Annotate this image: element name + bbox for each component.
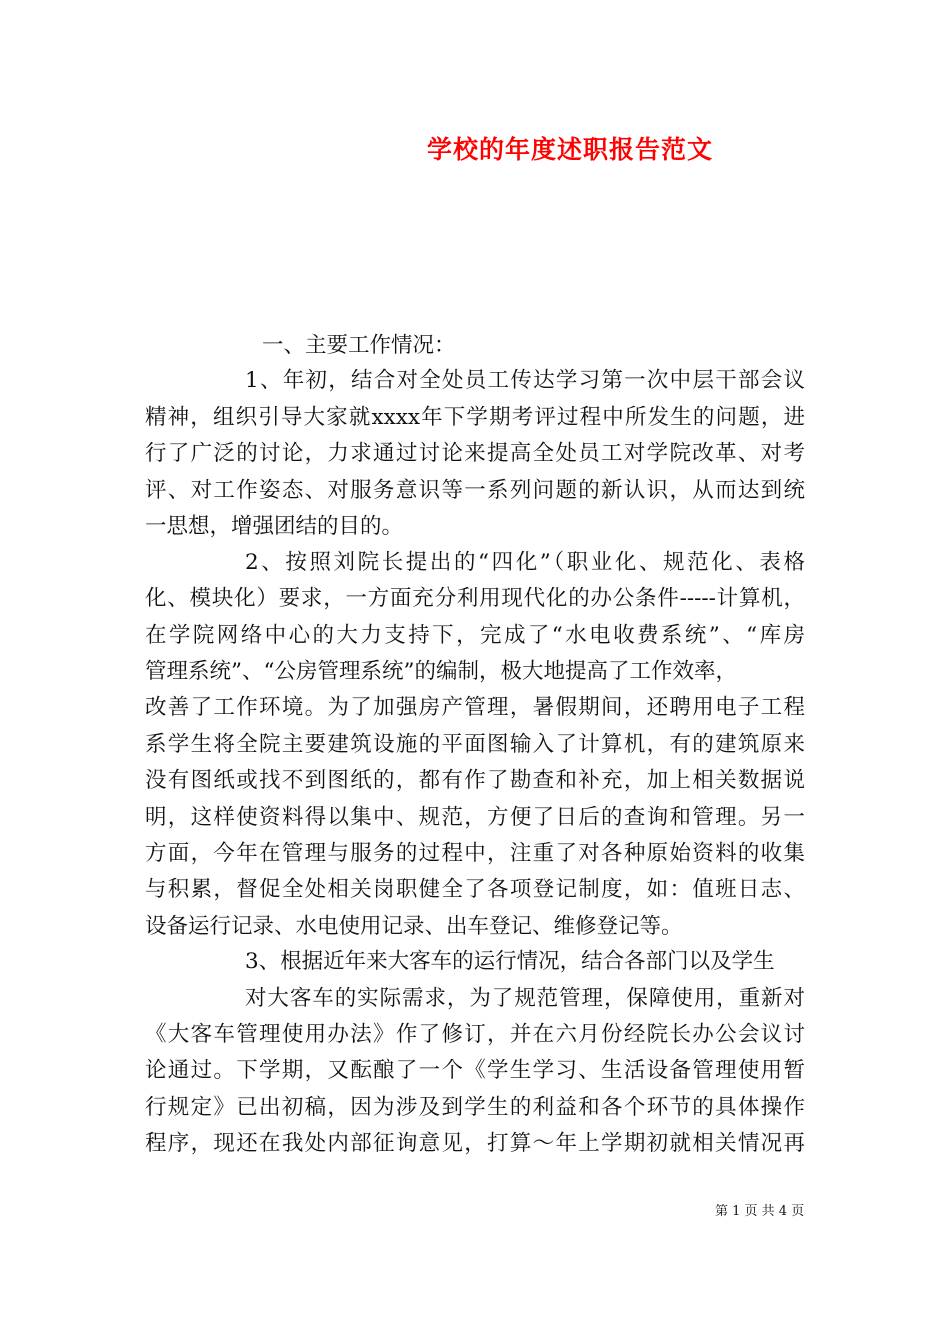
paragraph-line: 没有图纸或找不到图纸的，都有作了勘查和补充，加上相关数据说 [145,768,805,793]
paragraph-line: 一思想，增强团结的目的。 [145,514,404,539]
paragraph-line: 精神，组织引导大家就xxxx年下学期考评过程中所发生的问题，进 [145,405,805,430]
paragraph-line: 行了广泛的讨论，力求通过讨论来提高全处员工对学院改革、对考 [145,441,805,466]
paragraph-line: 《大客车管理使用办法》作了修订，并在六月份经院长办公会议讨 [145,1022,805,1047]
paragraph-line: 评、对工作姿态、对服务意识等一系列问题的新认识，从而达到统 [145,478,805,503]
paragraph-line: 管理系统”、“公房管理系统”的编制，极大地提高了工作效率， [145,659,737,684]
page-number-footer: 第 1 页 共 4 页 [715,1204,805,1219]
document-title: 学校的年度述职报告范文 [426,135,713,164]
paragraph-line: 程序，现还在我处内部征询意见，打算～年上学期初就相关情况再 [145,1131,805,1156]
paragraph-line: 系学生将全院主要建筑设施的平面图输入了计算机，有的建筑原来 [145,732,805,757]
paragraph-line: 设备运行记录、水电使用记录、出车登记、维修登记等。 [145,914,683,939]
paragraph-line: 1、年初，结合对全处员工传达学习第一次中层干部会议 [245,368,805,393]
paragraph-line: 化、模块化）要求，一方面充分利用现代化的办公条件-----计算机， [145,586,805,611]
paragraph-line: 对大客车的实际需求，为了规范管理，保障使用，重新对 [245,986,805,1011]
paragraph-line: 方面，今年在管理与服务的过程中，注重了对各种原始资料的收集 [145,841,805,866]
paragraph-line: 在学院网络中心的大力支持下，完成了“水电收费系统”、“库房 [145,623,805,648]
paragraph-line: 明，这样使资料得以集中、规范，方便了日后的查询和管理。另一 [145,805,805,830]
section-heading: 一、主要工作情况： [262,333,456,358]
paragraph-line: 论通过。下学期，又酝酿了一个《学生学习、生活设备管理使用暂 [145,1058,805,1083]
paragraph-line: 行规定》已出初稿，因为涉及到学生的利益和各个环节的具体操作 [145,1095,805,1120]
paragraph-line: 2、按照刘院长提出的“四化”（职业化、规范化、表格 [245,550,805,575]
paragraph-line: 与积累，督促全处相关岗职健全了各项登记制度，如：值班日志、 [145,877,805,902]
paragraph-line: 改善了工作环境。为了加强房产管理，暑假期间，还聘用电子工程 [145,695,805,720]
paragraph-line: 3、根据近年来大客车的运行情况，结合各部门以及学生 [245,949,775,974]
